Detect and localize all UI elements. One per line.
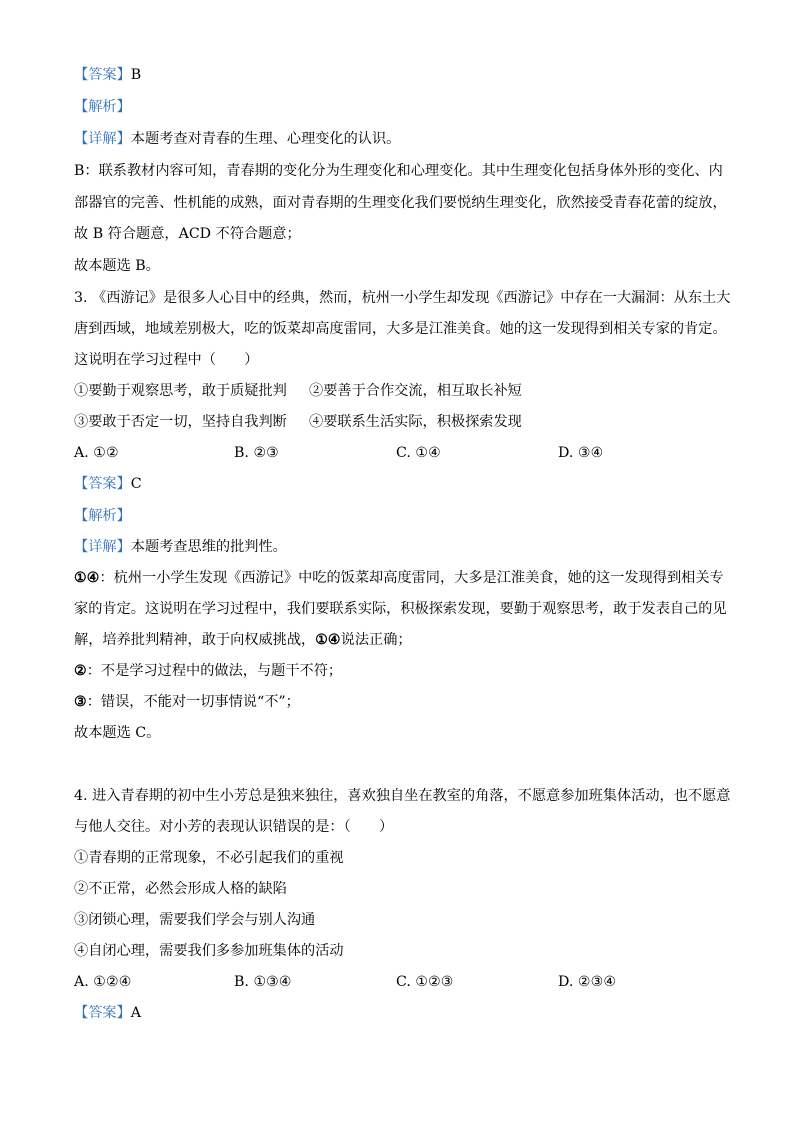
q3-stem-line: 这说明在学习过程中（ ） — [74, 352, 259, 368]
q4-stem-line: 4. 进入青春期的初中生小芳总是独来独往，喜欢独自坐在教室的角落，不愿意参加班集体活动，也不愿意 — [74, 788, 731, 804]
q3-explanation-line — [74, 568, 724, 588]
q3-explanation-line — [74, 661, 724, 681]
q4-statement: ①青春期的正常现象，不必引起我们的重视 — [74, 850, 344, 866]
option-c: C. ①②③ — [396, 974, 454, 990]
statement: ④要联系生活实际，积极探索发现 — [309, 414, 522, 430]
q3-stem-line: 3. 《西游记》是很多人心目中的经典，然而，杭州一小学生却发现《西游记》中存在一大漏洞：从东土大 — [74, 290, 731, 306]
option-d: D. ②③④ — [558, 974, 617, 990]
q2-explanation-line: 部器官的完善、性机能的成熟，面对青春期的生理变化我们要悦纳生理变化，欣然接受青春花蕾的绽放， — [74, 195, 727, 211]
statement-marker: ①④ — [74, 570, 100, 586]
q3-analysis-heading — [74, 506, 724, 526]
option-b: B. ②③ — [234, 445, 279, 461]
q3-stem-line: 唐到西域，地域差别极大，吃的饭菜却高度雷同，大多是江淮美食。她的这一发现得到相关专家的肯定。 — [74, 321, 727, 337]
q2-explanation-line: 故 B 符合题意，ACD 不符合题意； — [74, 226, 301, 242]
q2-explanation-line: B：联系教材内容可知，青春期的变化分为生理变化和心理变化。其中生理变化包括身体外形的变化、内 — [74, 163, 723, 179]
q3-explanation-line: 家的肯定。这说明在学习过程中，我们要联系实际，积极探索发现，要勤于观察思考，敢于发表自己的见 — [74, 601, 727, 617]
q3-explanation-line — [74, 630, 724, 650]
detail-tag: 【详解】 — [74, 131, 131, 147]
q3-conclusion: 故本题选 C。 — [74, 725, 161, 741]
detail-text: 本题考查对青春的生理、心理变化的认识。 — [130, 131, 401, 147]
answer-value: A — [130, 1005, 142, 1021]
analysis-tag: 【解析】 — [74, 99, 131, 115]
option-c: C. ①④ — [396, 445, 441, 461]
option-a: A. ①②④ — [74, 974, 132, 990]
q4-statement: ④自闭心理，需要我们多参加班集体的活动 — [74, 943, 344, 959]
answer-tag: 【答案】 — [74, 476, 131, 492]
explanation-text: 说法正确； — [340, 632, 412, 648]
q2-analysis-heading — [74, 97, 724, 117]
q3-answer-line — [74, 474, 724, 494]
answer-tag: 【答案】 — [74, 1005, 131, 1021]
answer-tag: 【答案】 — [74, 67, 131, 83]
detail-tag: 【详解】 — [74, 539, 131, 555]
q4-statement: ③闭锁心理，需要我们学会与别人沟通 — [74, 912, 316, 928]
q2-conclusion: 故本题选 B。 — [74, 258, 160, 274]
option-a: A. ①② — [74, 445, 119, 461]
explanation-text: ：不是学习过程中的做法，与题干不符； — [86, 663, 343, 679]
detail-text: 本题考查思维的批判性。 — [130, 539, 287, 555]
explanation-text: ：杭州一小学生发现《西游记》中吃的饭菜却高度雷同，大多是江淮美食，她的这一发现得到相关专 — [99, 570, 724, 586]
answer-value: B — [130, 67, 142, 83]
statement-marker: ② — [74, 663, 87, 679]
option-d: D. ③④ — [558, 445, 604, 461]
q2-answer-line — [74, 65, 724, 85]
q3-detail-line — [74, 537, 724, 557]
statement: ①要勤于观察思考，敢于质疑批判 — [74, 383, 287, 399]
q3-explanation-line — [74, 692, 724, 712]
q4-answer-line — [74, 1003, 724, 1023]
q4-statement: ②不正常，必然会形成人格的缺陷 — [74, 881, 287, 897]
analysis-tag: 【解析】 — [74, 508, 131, 524]
statement: ②要善于合作交流，相互取长补短 — [309, 383, 522, 399]
statement-marker: ③ — [74, 694, 87, 710]
statement: ③要敢于否定一切，坚持自我判断 — [74, 414, 287, 430]
explanation-text: 解，培养批判精神，敢于向权威挑战， — [74, 632, 316, 648]
answer-value: C — [130, 476, 142, 492]
q2-detail-line — [74, 129, 724, 149]
option-b: B. ①③④ — [234, 974, 292, 990]
explanation-text: ：错误，不能对一切事情说“不”； — [86, 694, 300, 710]
statement-marker: ①④ — [315, 632, 341, 648]
q4-stem-line: 与他人交往。对小芳的表现认识错误的是：（ ） — [74, 819, 394, 835]
